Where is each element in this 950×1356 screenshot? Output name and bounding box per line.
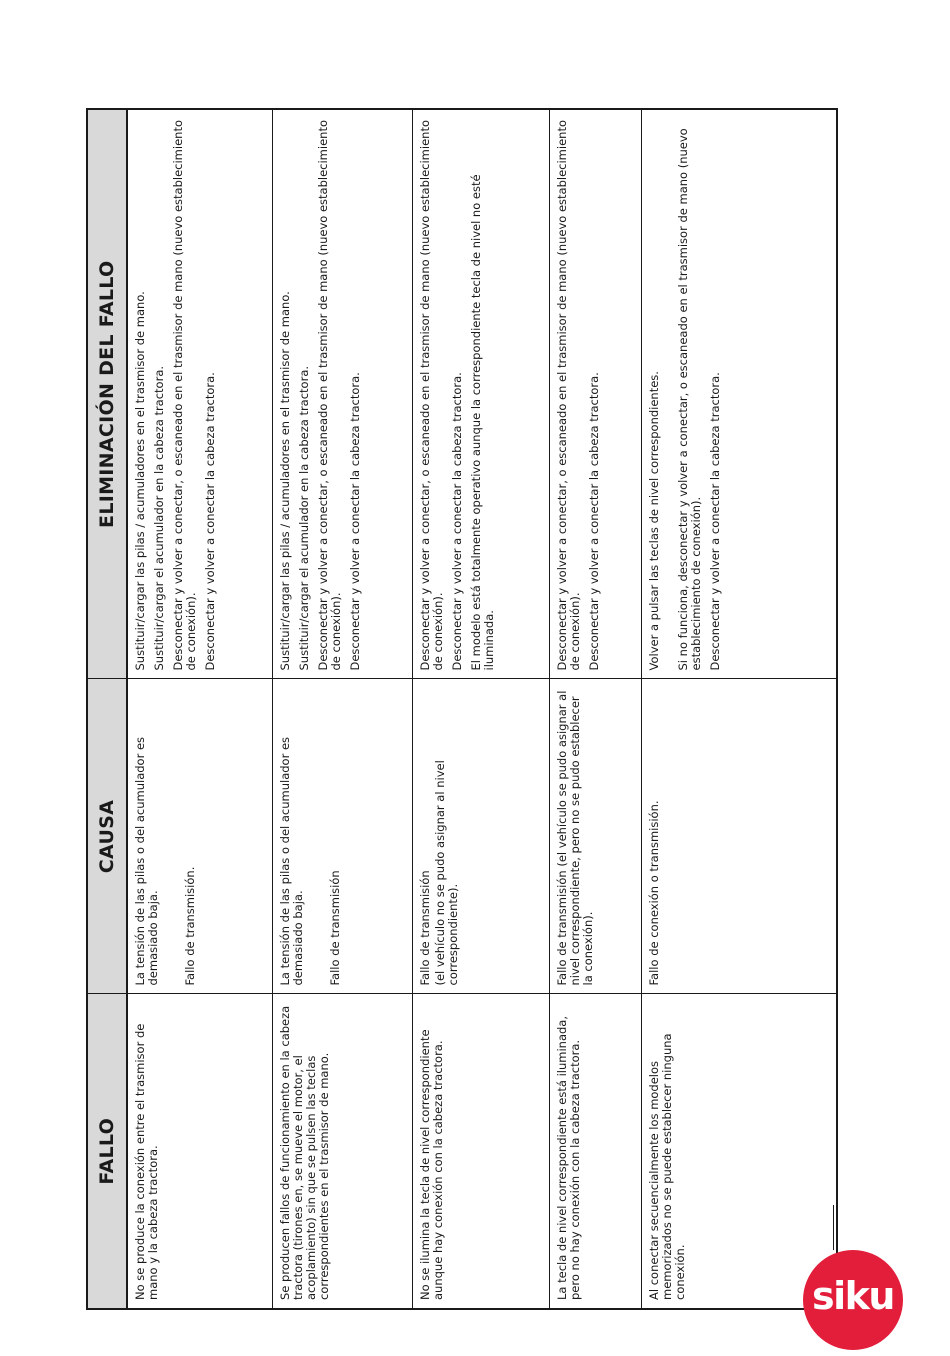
fallo-text: No se ilumina la tecla de nivel correspondiente aunque hay conexión con la cabeza tractora. bbox=[418, 1029, 446, 1300]
eliminacion-text: El modelo está totalmente operativo aunque la correspondiente tecla de nivel no esté iluminada. bbox=[469, 174, 497, 671]
eliminacion-text: Desconectar y volver a conectar la cabeza tractora. bbox=[203, 372, 217, 671]
causa-text: Fallo de transmisión bbox=[418, 870, 433, 986]
eliminacion-text: Sustituir/cargar el acumulador en la cabeza tractora. bbox=[296, 365, 311, 671]
siku-logo bbox=[803, 1250, 909, 1356]
fallo-cell bbox=[549, 994, 641, 1309]
eliminacion-text: Sustituir/cargar las pilas / acumuladores en el trasmisor de mano. bbox=[133, 291, 147, 671]
table-row bbox=[413, 109, 550, 1309]
causa-text: La tensión de las pilas o del acumulador es demasiado baja. bbox=[277, 736, 305, 986]
logo-divider-line bbox=[833, 1205, 834, 1250]
fallo-text: La tecla de nivel correspondiente está iluminada, pero no hay conexión con la cabeza tractora. bbox=[554, 1015, 582, 1300]
causa-text: Fallo de transmisión bbox=[327, 870, 342, 986]
troubleshooting-table-rotated bbox=[86, 110, 838, 1310]
causa-cell bbox=[641, 679, 837, 994]
causa-text: (el vehículo no se pudo asignar al nivel correspondiente). bbox=[433, 760, 461, 986]
header-causa: CAUSA bbox=[87, 679, 127, 994]
eliminacion-text: Desconectar y volver a conectar la cabeza tractora. bbox=[347, 372, 362, 671]
table-row bbox=[549, 109, 641, 1309]
eliminacion-text: Sustituir/cargar las pilas / acumuladores en el trasmisor de mano. bbox=[277, 291, 292, 671]
table-header-row bbox=[87, 109, 127, 1309]
causa-cell bbox=[272, 679, 413, 994]
eliminacion-cell bbox=[641, 109, 837, 679]
causa-text: Fallo de transmisión. bbox=[183, 866, 197, 986]
header-fallo: FALLO bbox=[87, 994, 127, 1309]
causa-cell bbox=[549, 679, 641, 994]
logo-text: siku bbox=[812, 1274, 894, 1318]
table-row bbox=[272, 109, 413, 1309]
eliminacion-cell bbox=[413, 109, 550, 679]
eliminacion-text: Desconectar y volver a conectar, o escaneado en el trasmisor de mano (nuevo establecimiento de conexión). bbox=[554, 120, 582, 671]
table-row bbox=[127, 109, 272, 1309]
fallo-text: No se produce la conexión entre el trasmisor de mano y la cabeza tractora. bbox=[133, 1023, 160, 1300]
eliminacion-text: Sustituir/cargar el acumulador en la cabeza tractora. bbox=[152, 365, 166, 671]
eliminacion-text: Desconectar y volver a conectar, o escaneado en el trasmisor de mano (nuevo establecimiento de conexión). bbox=[171, 120, 198, 671]
eliminacion-text: Si no funciona, desconectar y volver a conectar, o escaneado en el trasmisor de mano (nuevo establecimiento de conexión). bbox=[675, 128, 703, 671]
eliminacion-text: Desconectar y volver a conectar la cabeza tractora. bbox=[586, 372, 601, 671]
fallo-text: Al conectar secuencialmente los modelos memorizados no se puede establecer ninguna conexión. bbox=[646, 1033, 687, 1300]
fallo-text: Se producen fallos de funcionamiento en la cabeza tractora (tirones en, se mueve el motor, el acoplamiento) sin que se pulsen las teclas correspondientes en el trasmisor de mano. bbox=[277, 1005, 331, 1300]
table-row bbox=[641, 109, 837, 1309]
causa-cell bbox=[127, 679, 272, 994]
eliminacion-cell bbox=[272, 109, 413, 679]
fallo-cell bbox=[272, 994, 413, 1309]
eliminacion-cell bbox=[127, 109, 272, 679]
eliminacion-text: Desconectar y volver a conectar, o escaneado en el trasmisor de mano (nuevo establecimiento de conexión). bbox=[418, 120, 446, 671]
eliminacion-text: Desconectar y volver a conectar la cabeza tractora. bbox=[450, 372, 465, 671]
causa-text: Fallo de conexión o transmisión. bbox=[646, 800, 661, 986]
causa-cell bbox=[413, 679, 550, 994]
eliminacion-text: Desconectar y volver a conectar, o escaneado en el trasmisor de mano (nuevo establecimiento de conexión). bbox=[315, 120, 343, 671]
eliminacion-text: Volver a pulsar las teclas de nivel correspondientes. bbox=[646, 371, 661, 671]
fallo-cell bbox=[127, 994, 272, 1309]
causa-text: La tensión de las pilas o del acumulador es demasiado baja. bbox=[133, 736, 160, 986]
eliminacion-cell bbox=[549, 109, 641, 679]
header-eliminacion: ELIMINACIÓN DEL FALLO bbox=[87, 109, 127, 679]
fallo-cell bbox=[413, 994, 550, 1309]
troubleshooting-table bbox=[86, 108, 838, 1310]
causa-text: Fallo de transmisión (el vehículo se pudo asignar al nivel correspondiente, pero no se pudo establecer la conexión). bbox=[554, 690, 595, 986]
eliminacion-text: Desconectar y volver a conectar la cabeza tractora. bbox=[707, 372, 722, 671]
